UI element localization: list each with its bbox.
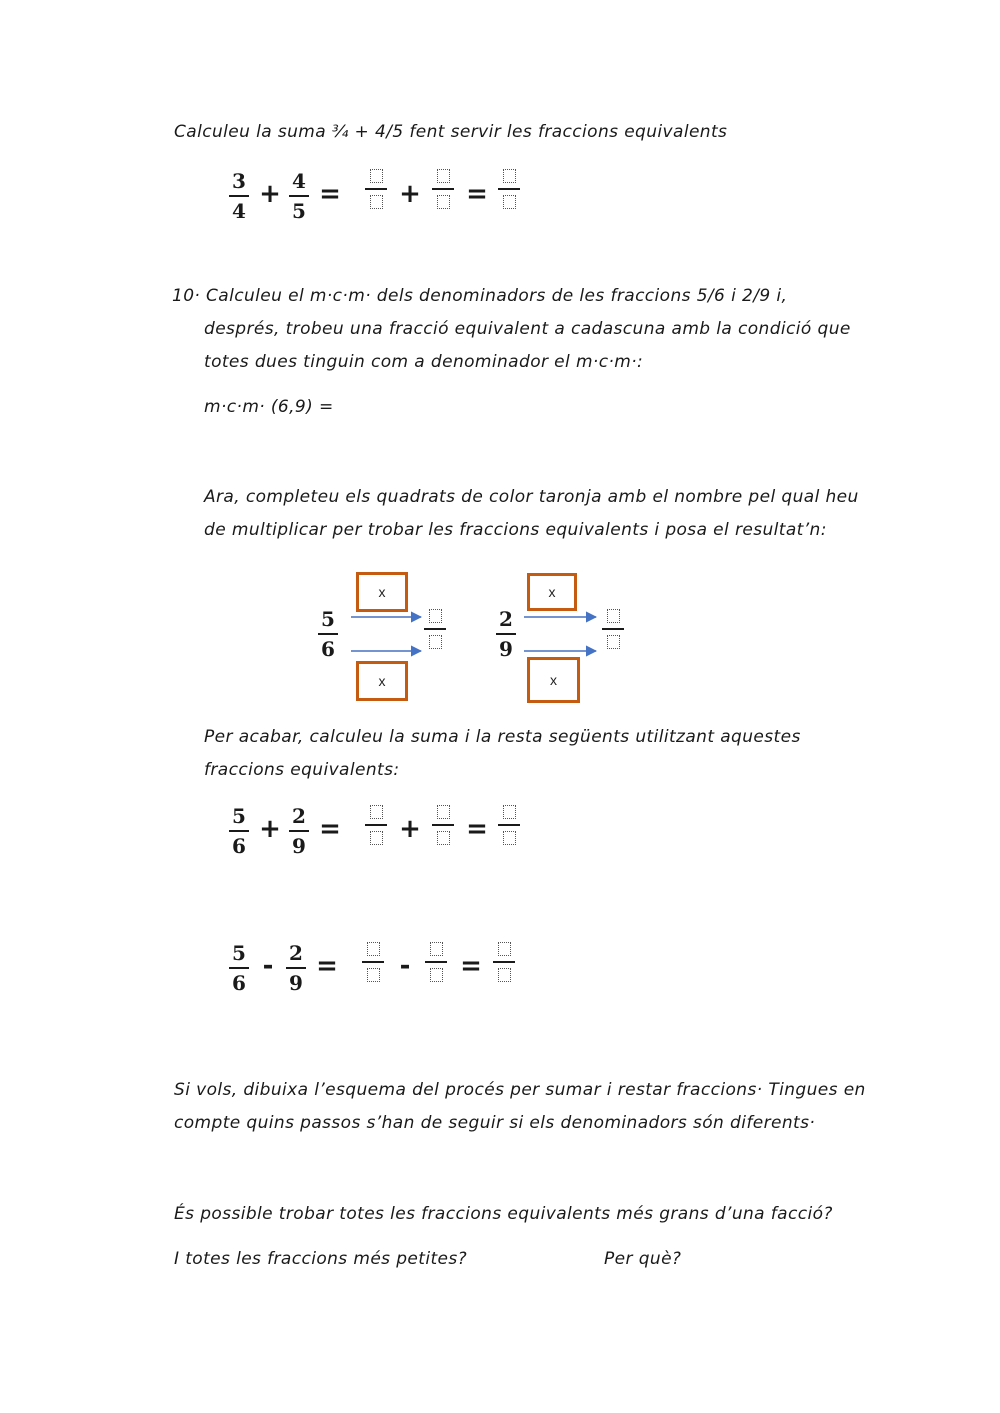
question-10-line-3: totes dues tinguin com a denominador el m·c·m·: [204, 352, 644, 372]
denominator: 6 [232, 834, 246, 858]
fraction-bar [286, 967, 306, 969]
blank-fraction[interactable] [361, 805, 391, 845]
question-10-line-1: 10· Calculeu el m·c·m· dels denominadors de les fraccions 5/6 i 2/9 i, [172, 286, 788, 306]
fraction-bar [496, 633, 516, 635]
fraction-bar [229, 967, 249, 969]
question-why: Per què? [604, 1249, 682, 1269]
denominator-blank[interactable] [498, 968, 511, 982]
denominator: 6 [321, 637, 335, 661]
fraction-bar [424, 628, 446, 630]
fraction-bar [425, 961, 447, 963]
fraction-bar [362, 961, 384, 963]
denominator-blank[interactable] [430, 968, 443, 982]
fraction-5-6 [313, 608, 343, 660]
numerator: 2 [292, 804, 306, 828]
intro-instruction: Calculeu la suma ¾ + 4/5 fent servir les fraccions equivalents [174, 122, 728, 142]
minus-sign: - [262, 951, 274, 981]
equals-sign: = [466, 179, 488, 209]
fraction-bar [432, 824, 454, 826]
denominator: 6 [232, 971, 246, 995]
fraction-2-9 [491, 608, 521, 660]
numerator: 5 [232, 941, 246, 965]
denominator-blank[interactable] [503, 831, 516, 845]
fraction-5-6 [224, 805, 254, 857]
ara-instruction-line-1: Ara, completeu els quadrats de color taronja amb el nombre pel qual heu [204, 487, 859, 507]
numerator-blank[interactable] [437, 805, 450, 819]
denominator-blank[interactable] [607, 635, 620, 649]
denominator: 9 [499, 637, 513, 661]
question-10-line-2: després, trobeu una fracció equivalent a cadascuna amb la condició que [204, 319, 851, 339]
final-instruction-line-2: fraccions equivalents: [204, 760, 400, 780]
numerator-blank[interactable] [370, 805, 383, 819]
fraction-bar [289, 830, 309, 832]
denominator: 5 [292, 199, 306, 223]
denominator: 9 [289, 971, 303, 995]
numerator-blank[interactable] [498, 942, 511, 956]
fraction-bar [229, 830, 249, 832]
fraction-bar [365, 824, 387, 826]
schema-instruction-line-1: Si vols, dibuixa l’esquema del procés per sumar i restar fraccions· Tingues en [174, 1080, 866, 1100]
fraction-bar [602, 628, 624, 630]
fraction-bar [498, 824, 520, 826]
plus-sign: + [259, 179, 281, 209]
schema-instruction-line-2: compte quins passos s’han de seguir si els denominadors són diferents· [174, 1113, 816, 1133]
multiplier-box-left-bottom[interactable]: x [356, 661, 408, 701]
final-instruction-line-1: Per acabar, calculeu la suma i la resta següents utilitzant aquestes [204, 727, 801, 747]
numerator: 5 [232, 804, 246, 828]
equals-sign: = [460, 951, 482, 981]
multiplier-box-right-bottom[interactable]: x [527, 657, 580, 703]
blank-fraction[interactable] [494, 805, 524, 845]
numerator: 5 [321, 607, 335, 631]
numerator-blank[interactable] [607, 609, 620, 623]
blank-fraction[interactable] [428, 805, 458, 845]
denominator: 9 [292, 834, 306, 858]
numerator-blank[interactable] [503, 805, 516, 819]
numerator: 4 [292, 169, 306, 193]
blank-fraction[interactable] [421, 942, 451, 982]
fraction-2-9 [281, 942, 311, 994]
blank-fraction[interactable] [489, 942, 519, 982]
numerator: 3 [232, 169, 246, 193]
equals-sign: = [319, 179, 341, 209]
multiplier-box-right-top[interactable]: x [527, 573, 577, 611]
question-larger-equivalents: És possible trobar totes les fraccions equivalents més grans d’una facció? [174, 1204, 833, 1224]
equals-sign: = [466, 814, 488, 844]
mcm-prompt: m·c·m· (6,9) = [204, 397, 334, 417]
equals-sign: = [316, 951, 338, 981]
denominator: 4 [232, 199, 246, 223]
numerator-blank[interactable] [429, 609, 442, 623]
plus-sign: + [399, 814, 421, 844]
fraction-bar [318, 633, 338, 635]
equivalent-blank-left[interactable] [420, 609, 450, 649]
plus-sign: + [259, 814, 281, 844]
fraction-2-9 [284, 805, 314, 857]
fraction-bar [493, 961, 515, 963]
denominator-blank[interactable] [437, 831, 450, 845]
denominator-blank[interactable] [370, 831, 383, 845]
equals-sign: = [319, 814, 341, 844]
plus-sign: + [399, 179, 421, 209]
numerator-blank[interactable] [367, 942, 380, 956]
blank-fraction[interactable] [358, 942, 388, 982]
question-smaller-fractions: I totes les fraccions més petites? [174, 1249, 468, 1269]
numerator: 2 [289, 941, 303, 965]
denominator-blank[interactable] [367, 968, 380, 982]
denominator-blank[interactable] [429, 635, 442, 649]
equivalent-blank-right[interactable] [598, 609, 628, 649]
numerator-blank[interactable] [430, 942, 443, 956]
fraction-5-6 [224, 942, 254, 994]
numerator: 2 [499, 607, 513, 631]
minus-sign: - [399, 951, 411, 981]
ara-instruction-line-2: de multiplicar per trobar les fraccions equivalents i posa el resultat’n: [204, 520, 827, 540]
multiplier-box-left-top[interactable]: x [356, 572, 408, 612]
